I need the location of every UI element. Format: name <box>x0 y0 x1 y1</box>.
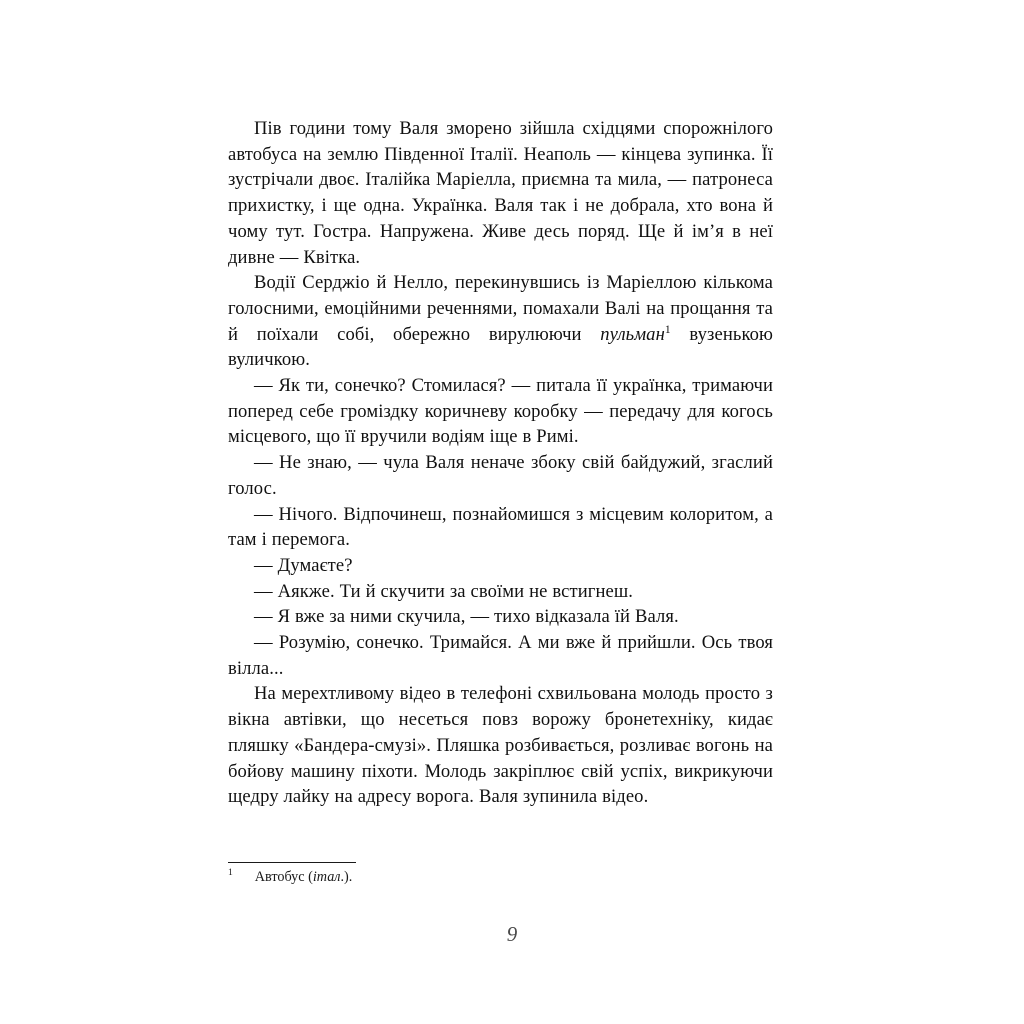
italic-term-pulman: пульман <box>600 323 665 345</box>
paragraph-9-dialogue: — Розумію, сонечко. Тримайся. А ми вже й прийшли. Ось твоя вілла... <box>228 632 773 679</box>
paragraph-7-dialogue: — Аякже. Ти й скучити за своїми не встигнеш. <box>254 580 634 602</box>
footnote-text-before: Автобус ( <box>254 869 313 885</box>
paragraph-4-dialogue: — Не знаю, — чула Валя неначе збоку свій байдужий, згаслий голос. <box>228 452 773 499</box>
page-number: 9 <box>506 922 518 946</box>
paragraph-8-dialogue: — Я вже за ними скучила, — тихо відказала їй Валя. <box>254 606 679 628</box>
footnote-separator-rule <box>228 862 356 863</box>
paragraph-2-text-before: Водії Серджіо й Нелло, перекинувшись із Маріеллою кількома голосними, емоційними реченнями, помахали Валі на прощання та й поїхали собі, обережно вирулюючи <box>228 272 773 345</box>
footnote-reference-marker: 1 <box>664 323 671 336</box>
footnote-text <box>228 868 773 886</box>
paragraph-2-text-after: вузенькою вуличкою. <box>228 323 773 371</box>
paragraph-6-dialogue: — Думаєте? <box>254 554 353 576</box>
footnote-number: 1 <box>228 867 233 879</box>
paragraph-1: Пів години тому Валя зморено зійшла східцями спорожнілого автобуса на землю Південної Італії. Неаполь — кінцева зупинка. Її зустрічали двоє. Італійка Маріелла, приємна та мила, — патронеса прихистку, і ще одна. Українка. Валя так і не добрала, хто вона й чому тут. Гостра. Напружена. Живе десь поряд. Ще й ім’я в неї дивне — Квітка. <box>228 118 773 268</box>
paragraph-3-dialogue: — Як ти, сонечко? Стомилася? — питала її українка, тримаючи поперед себе громіздку коричневу коробку — передачу для когось місцевого, що її вручили водіям іще в Римі. <box>228 375 773 448</box>
paragraph-10: На мерехтливому відео в телефоні схвильована молодь просто з вікна автівки, що несеться повз ворожу бронетехніку, кидає пляшку «Бандера-смузі». Пляшка розбивається, розливає вогонь на бойову машину піхоти. Молодь закріплює свій успіх, викрикуючи щедру лайку на адресу ворога. Валя зупинила відео. <box>228 683 773 808</box>
paragraph-5-dialogue: — Нічого. Відпочинеш, познайомишся з місцевим колоритом, а там і перемога. <box>228 503 773 551</box>
body-text-column <box>228 116 773 810</box>
footnote-italic-abbreviation: італ <box>312 869 341 885</box>
paragraph-2-with-footnote <box>228 270 773 373</box>
footnote-text-after: .). <box>340 869 353 885</box>
footnote-area <box>228 862 773 886</box>
